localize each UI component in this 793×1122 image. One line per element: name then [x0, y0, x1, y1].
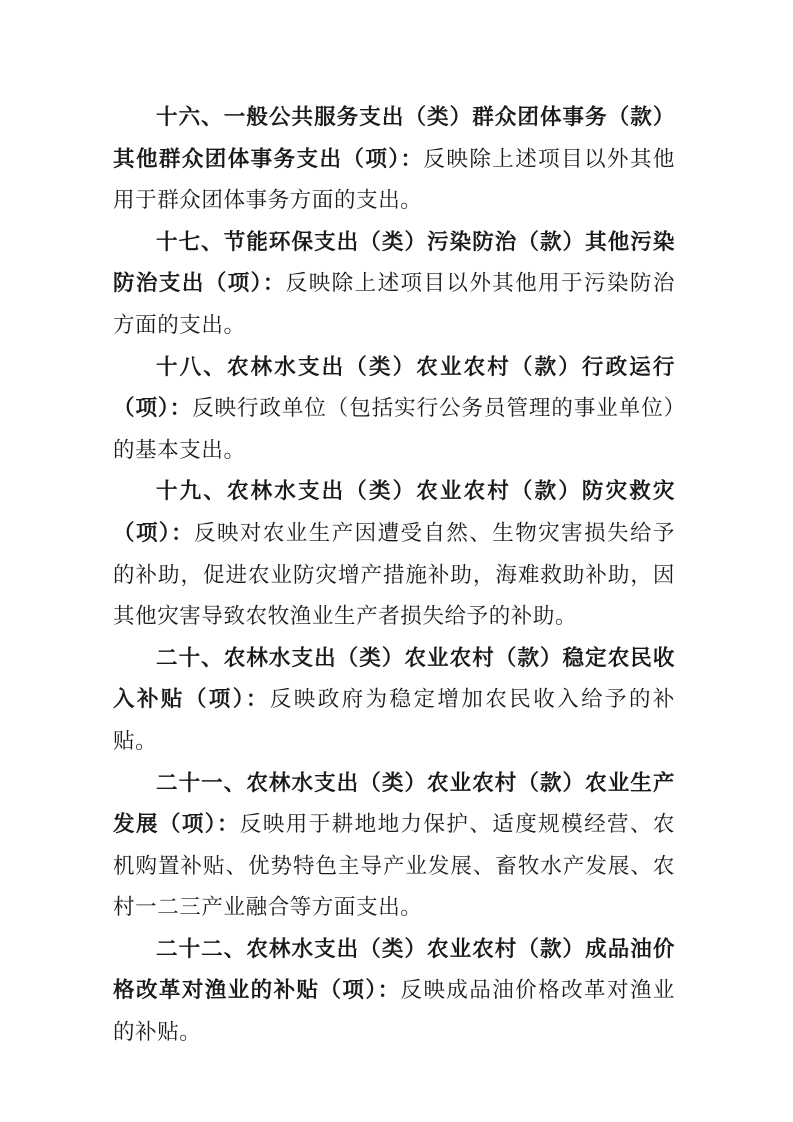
section-18	[113, 347, 675, 472]
section-body: 反映成品油价格改革对渔业的补贴。	[113, 978, 675, 1046]
section-body: 反映除上述项目以外其他用于群众团体事务方面的支出。	[113, 146, 676, 214]
section-body: 反映政府为稳定增加农民收入给予的补贴。	[113, 687, 676, 754]
section-body: 反映用于耕地地力保护、适度规模经营、农机购置补贴、优势特色主导产业发展、畜牧水产发展、农村一二三产业融合等方面支出。	[113, 812, 675, 921]
section-21	[113, 763, 675, 929]
section-heading: 二十二、农林水支出（类）农业农村（款）成品油价格改革对渔业的补贴（项）：	[113, 936, 675, 1004]
section-heading: 十八、农林水支出（类）农业农村（款）行政运行（项）：	[113, 354, 675, 422]
section-20	[113, 638, 675, 763]
section-body: 反映除上述项目以外其他用于污染防治方面的支出。	[113, 271, 675, 338]
section-19	[113, 471, 675, 637]
section-heading: 十六、一般公共服务支出（类）群众团体事务（款）其他群众团体事务支出（项）：	[113, 105, 675, 172]
section-heading: 二十一、农林水支出（类）农业农村（款）农业生产发展（项）：	[113, 770, 675, 838]
document-page	[113, 97, 675, 1054]
section-body: 反映对农业生产因遭受自然、生物灾害损失给予的补助，促进农业防灾增产措施补助，海难救助补助，因其他灾害导致农牧渔业生产者损失给予的补助。	[113, 520, 675, 630]
section-heading: 十七、节能环保支出（类）污染防治（款）其他污染防治支出（项）：	[113, 229, 675, 297]
section-17	[113, 222, 675, 347]
section-22	[113, 929, 675, 1054]
section-body: 反映行政单位（包括实行公务员管理的事业单位）的基本支出。	[113, 396, 675, 463]
section-heading: 二十、农林水支出（类）农业农村（款）稳定农民收入补贴（项）：	[113, 645, 675, 713]
section-heading: 十九、农林水支出（类）农业农村（款）防灾救灾（项）：	[113, 479, 675, 546]
section-16	[113, 97, 675, 222]
